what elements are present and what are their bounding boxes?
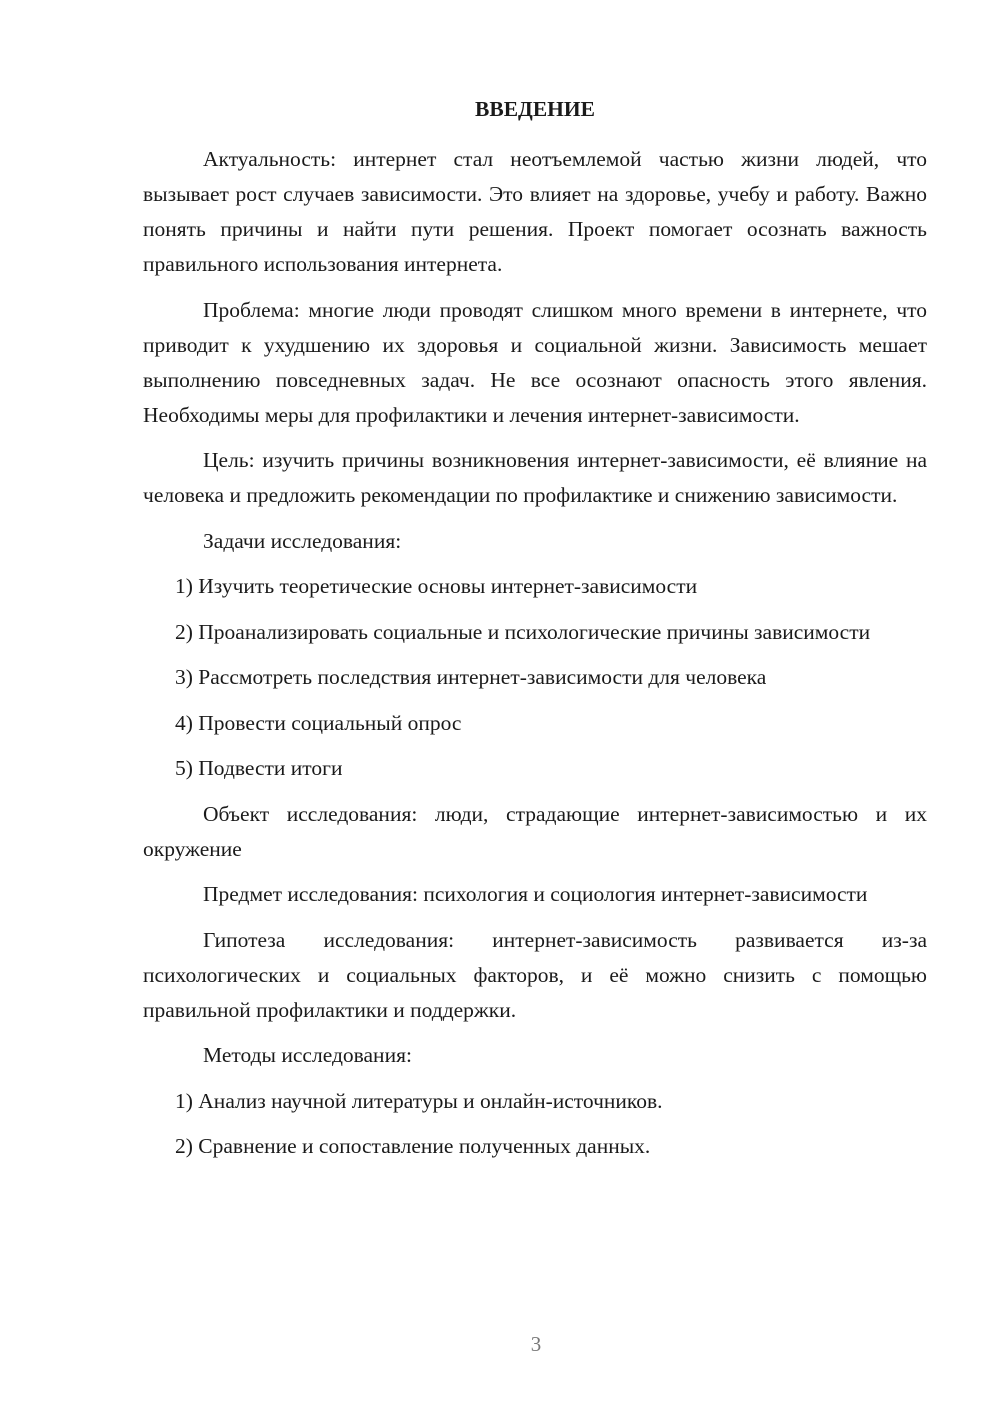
task-item: 5) Подвести итоги — [175, 756, 343, 780]
document-page — [143, 92, 927, 1175]
paragraph-object: Объект исследования: люди, страдающие интернет-зависимостью и их окружение — [143, 801, 927, 861]
task-item: 3) Рассмотреть последствия интернет-зависимости для человека — [175, 665, 767, 689]
page-number: 3 — [530, 1332, 542, 1356]
methods-heading: Методы исследования: — [203, 1043, 412, 1067]
section-title: ВВЕДЕНИЕ — [475, 97, 595, 121]
method-item: 1) Анализ научной литературы и онлайн-источников. — [175, 1088, 663, 1113]
task-item: 2) Проанализировать социальные и психологические причины зависимости — [175, 619, 871, 644]
task-item: 4) Провести социальный опрос — [175, 710, 462, 735]
paragraph-problem: Проблема: многие люди проводят слишком много времени в интернете, что приводит к ухудшению их здоровья и социальной жизни. Зависимость мешает выполнению повседневных задач. Не все осознают опасность этого явления. Необходимы меры для профилактики и лечения интернет-зависимости. — [143, 297, 927, 427]
paragraph-relevance: Актуальность: интернет стал неотъемлемой частью жизни людей, что вызывает рост случаев зависимости. Это влияет на здоровье, учебу и работу. Важно понять причины и найти пути решения. Проект помогает осознать важность правильного использования интернета. — [143, 147, 927, 276]
paragraph-subject: Предмет исследования: психология и социология интернет-зависимости — [203, 882, 868, 906]
paragraph-hypothesis: Гипотеза исследования: интернет-зависимость развивается из-за психологических и социальных факторов, и её можно снизить с помощью правильной профилактики и поддержки. — [143, 927, 927, 1022]
method-item: 2) Сравнение и сопоставление полученных данных. — [175, 1134, 651, 1158]
tasks-heading: Задачи исследования: — [203, 528, 402, 553]
task-item: 1) Изучить теоретические основы интернет-зависимости — [175, 574, 698, 598]
paragraph-goal: Цель: изучить причины возникновения интернет-зависимости, её влияние на человека и предложить рекомендации по профилактике и снижению зависимости. — [143, 448, 927, 507]
